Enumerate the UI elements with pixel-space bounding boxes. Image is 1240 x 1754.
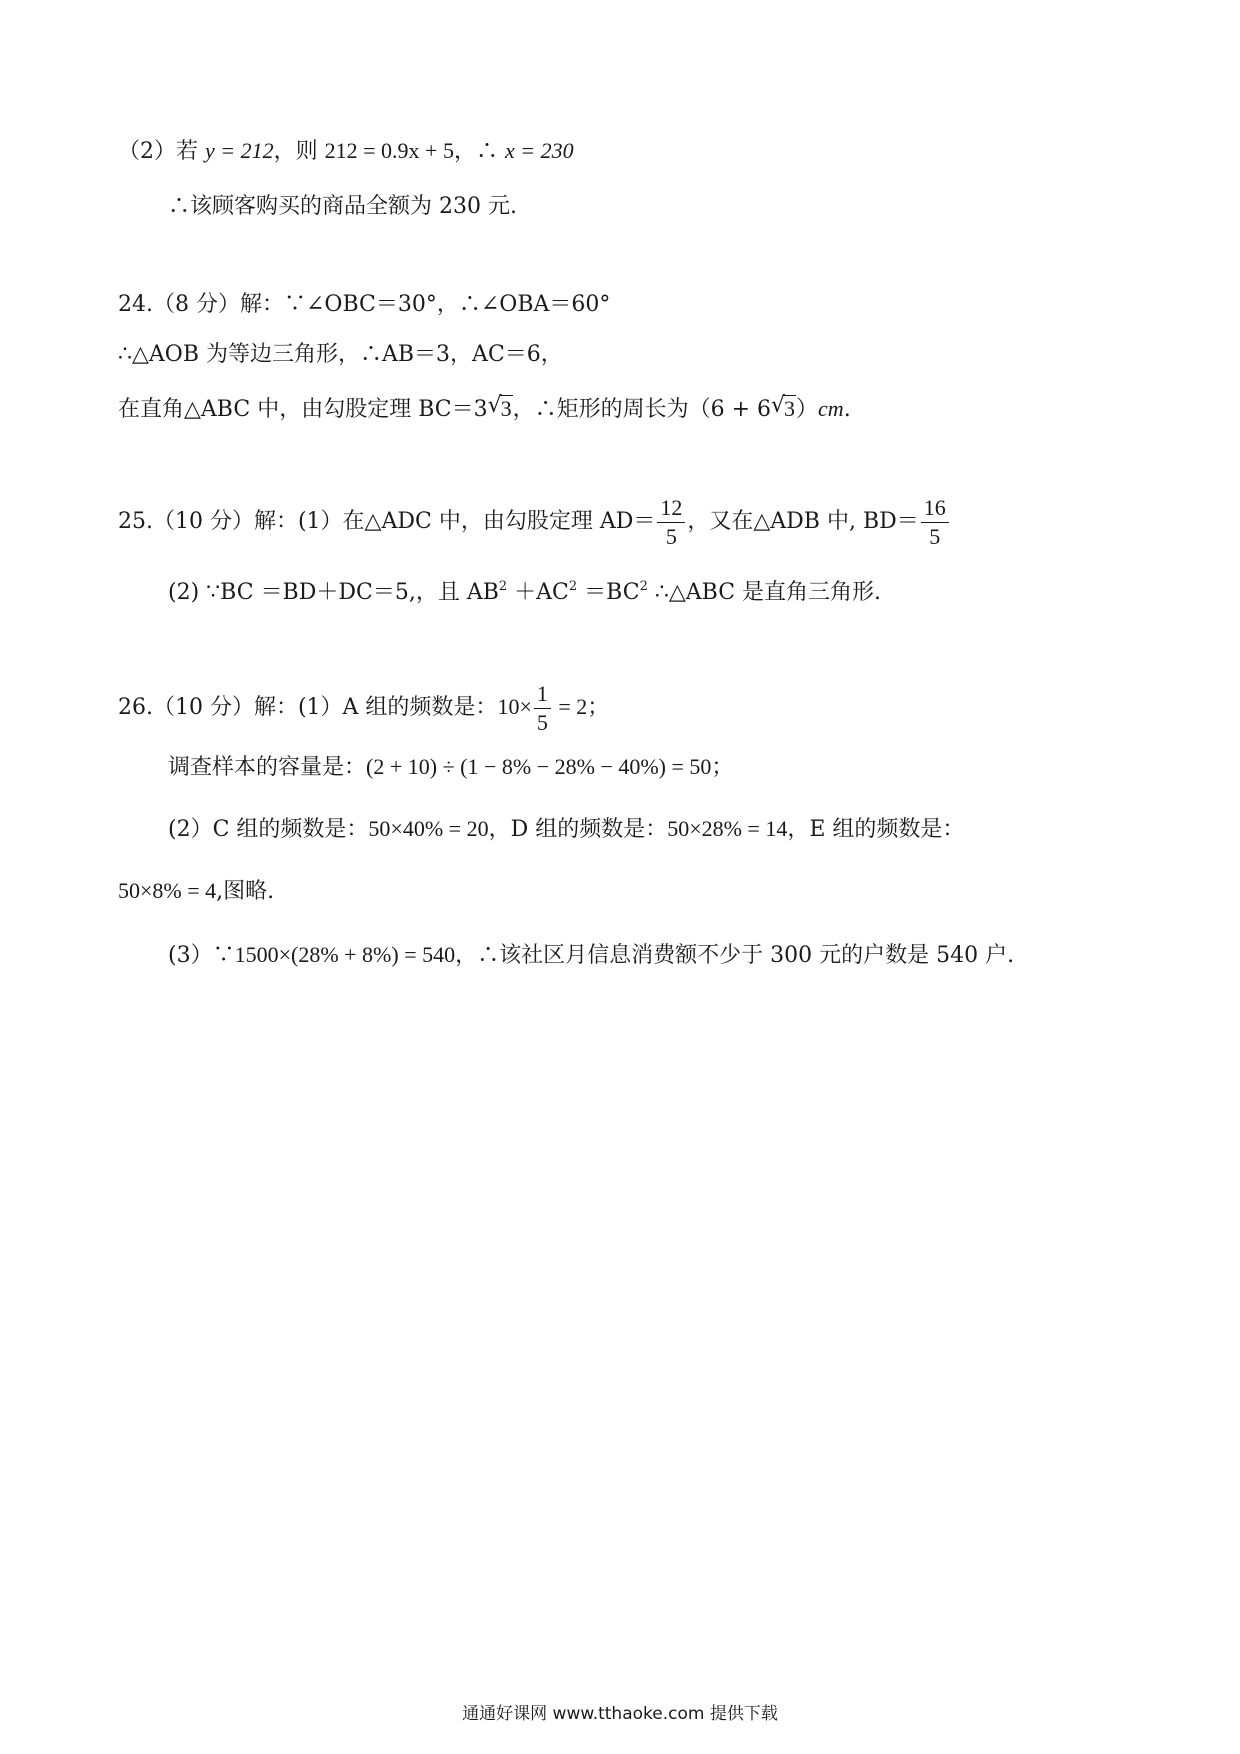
text: ，∴该社区月信息消费额不少于 300 元的户数是 540 户. [455,943,1015,968]
radicand: 3 [784,396,796,421]
denominator: 5 [929,523,941,549]
superscript: 2 [639,579,648,594]
text: 在直角△ABC 中，由勾股定理 BC＝3 [118,397,488,422]
fraction [921,494,949,550]
text: ，又在△ADB 中, BD＝ [687,509,919,534]
q24-line-2 [118,344,563,366]
text: (3）∵ [168,943,235,968]
text: ∴△ABC 是直角三角形. [647,580,882,605]
fraction [657,494,685,550]
text: ∴该顾客购买的商品全额为 230 元. [168,194,517,219]
superscript: 2 [498,579,508,594]
q26-line-5 [168,944,1014,967]
fraction [534,680,551,736]
q24-line-1 [118,294,610,316]
footer-text: 通通好课网 www.tthaoke.com 提供下载 [462,1704,778,1724]
math: 50×40% = 20 [368,816,489,841]
math: 50×28% = 14 [667,816,788,841]
text: 调查样本的容量是： [168,755,367,780]
q26-line-2 [168,756,733,779]
text: ） [796,397,819,422]
math: 1500×(28% + 8%) = 540 [234,942,456,967]
math: y = 212 [205,138,274,163]
text: 26.（10 分）解：(1）A 组的频数是： [118,695,498,720]
numerator: 16 [921,494,949,523]
numerator: 1 [534,680,551,709]
text: ，∴矩形的周长为（6 + 6 [512,397,772,422]
q23-line-2 [168,196,517,218]
text: ，E 组的频数是： [787,817,965,842]
q25-line-1 [118,494,951,550]
text: （2）若 [118,139,205,164]
page-footer [0,1706,1240,1723]
text: ； [711,755,734,780]
q24-line-3 [118,398,851,421]
sqrt [771,398,796,421]
sqrt [488,398,513,421]
text: ＝BC [577,580,640,605]
text: ,图略. [216,879,275,904]
text: 24.（8 分）解：∵∠OBC＝30°，∴∠OBA＝60° [118,292,611,317]
text: ∴△AOB 为等边三角形，∴AB＝3，AC＝6， [118,342,563,367]
q23-line-1 [118,140,574,163]
text: ＋AC [507,580,569,605]
text: ； [587,695,610,720]
math: (2 + 10) ÷ (1 − 8% − 28% − 40%) = 50 [366,754,712,779]
math: = 2 [552,694,588,719]
radicand: 3 [500,396,512,421]
text: ，D 组的频数是： [488,817,668,842]
superscript: 2 [568,579,578,594]
math: 50×8% = 4 [118,878,217,903]
text: . [843,397,851,422]
text: (2）C 组的频数是： [168,817,369,842]
text: ，∴ [453,139,505,164]
q25-line-2 [168,580,881,604]
math: 10× [497,694,532,719]
unit: cm [818,396,844,421]
numerator: 12 [657,494,685,523]
math: 212 = 0.9x + 5 [324,138,454,163]
q26-line-3 [168,818,964,841]
text: ，则 [273,139,325,164]
text: 25.（10 分）解：(1）在△ADC 中，由勾股定理 AD＝ [118,509,656,534]
text: (2) ∵BC ＝BD＋DC＝5,，且 AB [168,580,499,605]
q26-line-4 [118,880,274,903]
math: x = 230 [504,138,574,163]
denominator: 5 [536,709,548,735]
denominator: 5 [665,523,677,549]
q26-line-1 [118,680,609,736]
